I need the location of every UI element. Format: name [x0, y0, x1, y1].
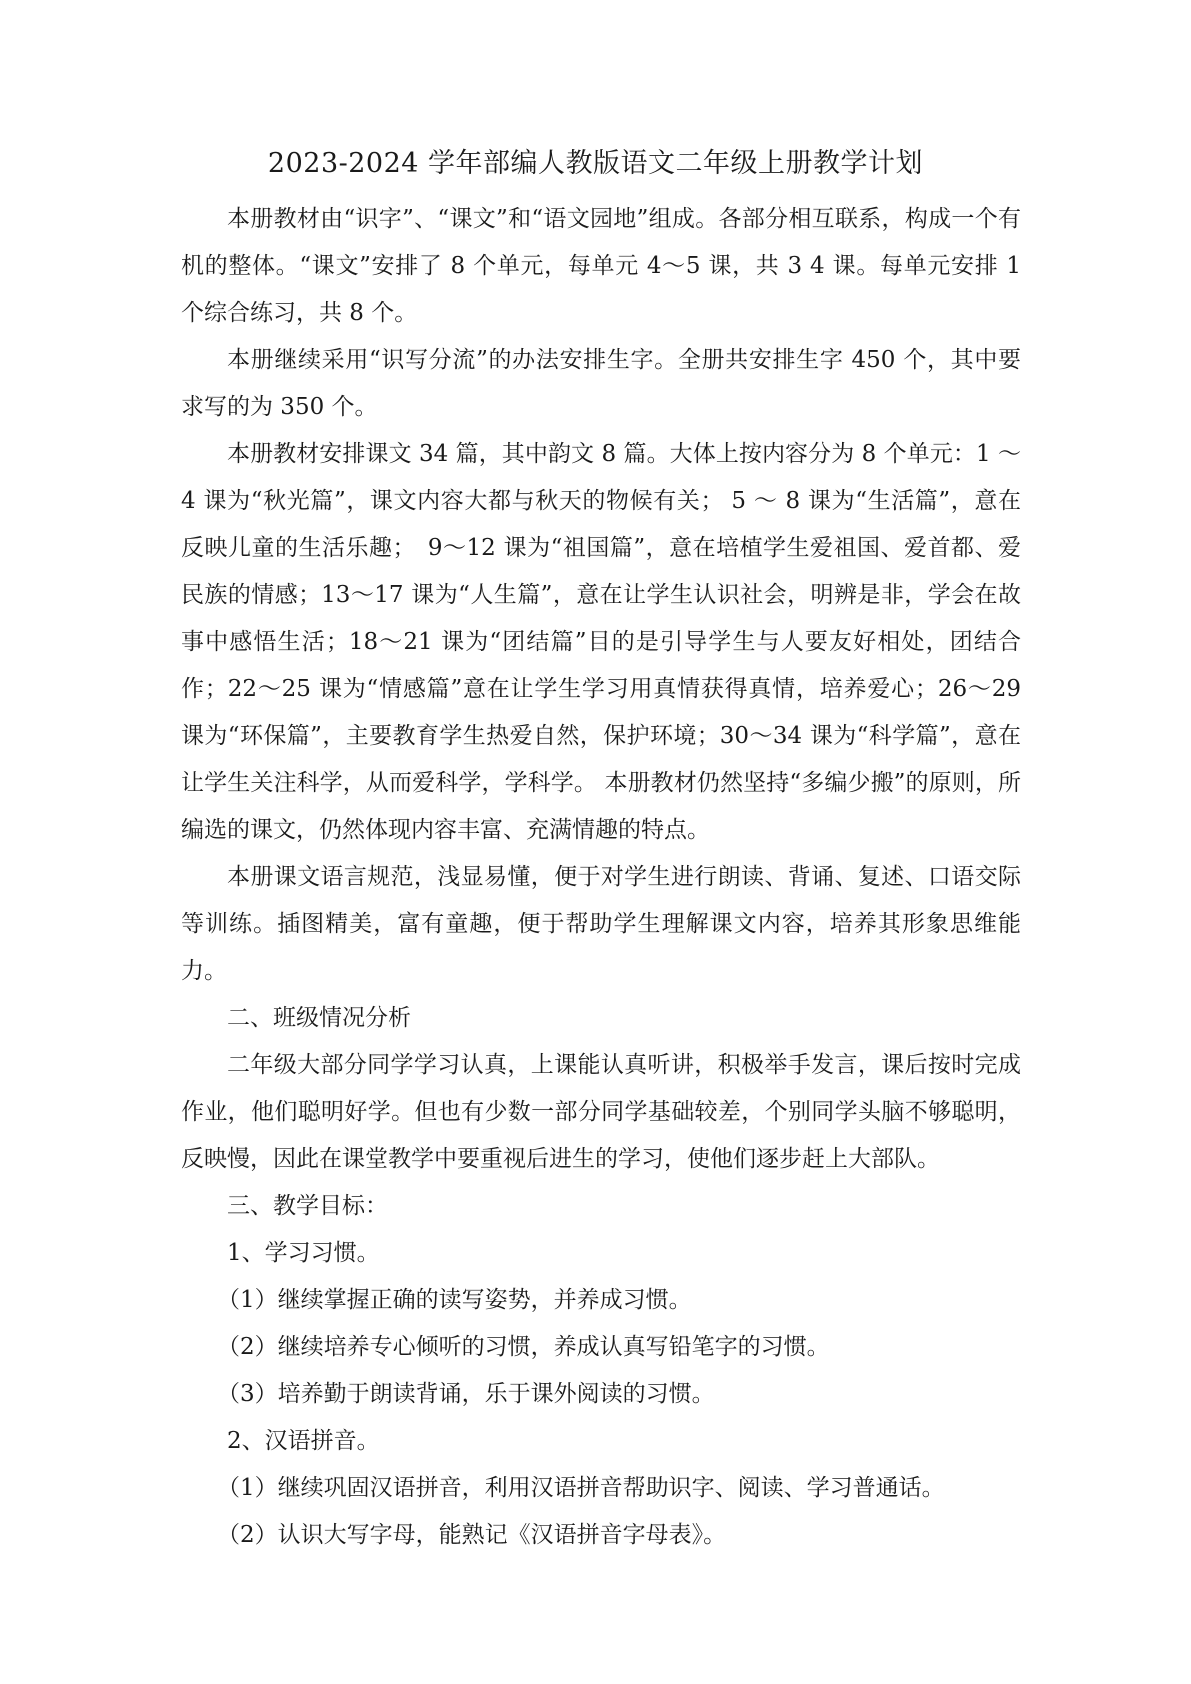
paragraph-class-analysis: 二年级大部分同学学习认真，上课能认真听讲，积极举手发言，课后按时完成作业，他们聪明好学。但也有少数一部分同学基础较差，个别同学头脑不够聪明，反映慢，因此在课堂教学中要重视后进生的学习，使他们逐步赶上大部队。 [181, 1052, 1021, 1172]
paragraph-language-features: 本册课文语言规范，浅显易懂，便于对学生进行朗读、背诵、复述、口语交际等训练。插图精美，富有童趣，便于帮助学生理解课文内容，培养其形象思维能力。 [181, 864, 1021, 984]
list-item-pinyin-2: （2）认识大写字母，能熟记《汉语拼音字母表》。 [217, 1522, 727, 1548]
subheading-study-habits: 1、学习习惯。 [227, 1240, 380, 1266]
document-body [181, 196, 1021, 1559]
paragraph-characters: 本册继续采用“识写分流”的办法安排生字。全册共安排生字 450 个，其中要求写的为 350 个。 [181, 347, 1021, 420]
paragraph-units: 本册教材安排课文 34 篇，其中韵文 8 篇。大体上按内容分为 8 个单元：1 ～ 4 课为“秋光篇”，课文内容大都与秋天的物候有关； 5 ～ 8 课为“生活篇”，意在反映儿童的生活乐趣； 9～12 课为“祖国篇”，意在培植学生爱祖国、爱首都、爱民族的情感；13～17 课为“人生篇”，意在让学生认识社会，明辨是非，学会在故事中感悟生活；18～21 课为“团结篇”目的是引导学生与人要友好相处，团结合作；22～25 课为“情感篇”意在让学生学习用真情获得真情，培养爱心；26～29 课为“环保篇”，主要教育学生热爱自然，保护环境；30～34 课为“科学篇”，意在让学生关注科学，从而爱科学，学科学。 本册教材仍然坚持“多编少搬”的原则，所编选的课文，仍然体现内容丰富、充满情趣的特点。 [181, 441, 1021, 843]
section-heading-class-analysis: 二、班级情况分析 [227, 1005, 411, 1031]
list-item-pinyin-1: （1）继续巩固汉语拼音，利用汉语拼音帮助识字、阅读、学习普通话。 [217, 1475, 945, 1501]
document-title: 2023-2024 学年部编人教版语文二年级上册教学计划 [267, 148, 924, 179]
list-item-habit-3: （3）培养勤于朗读背诵，乐于课外阅读的习惯。 [217, 1381, 715, 1407]
list-item-habit-1: （1）继续掌握正确的读写姿势，并养成习惯。 [217, 1287, 692, 1313]
section-heading-teaching-goals: 三、教学目标： [227, 1193, 388, 1219]
list-item-habit-2: （2）继续培养专心倾听的习惯，养成认真写铅笔字的习惯。 [217, 1334, 830, 1360]
paragraph-textbook-composition: 本册教材由“识字”、“课文”和“语文园地”组成。各部分相互联系，构成一个有机的整体。“课文”安排了 8 个单元，每单元 4～5 课，共 3 4 课。每单元安排 1 个综合练习，共 8 个。 [181, 206, 1021, 326]
subheading-pinyin: 2、汉语拼音。 [227, 1428, 380, 1454]
